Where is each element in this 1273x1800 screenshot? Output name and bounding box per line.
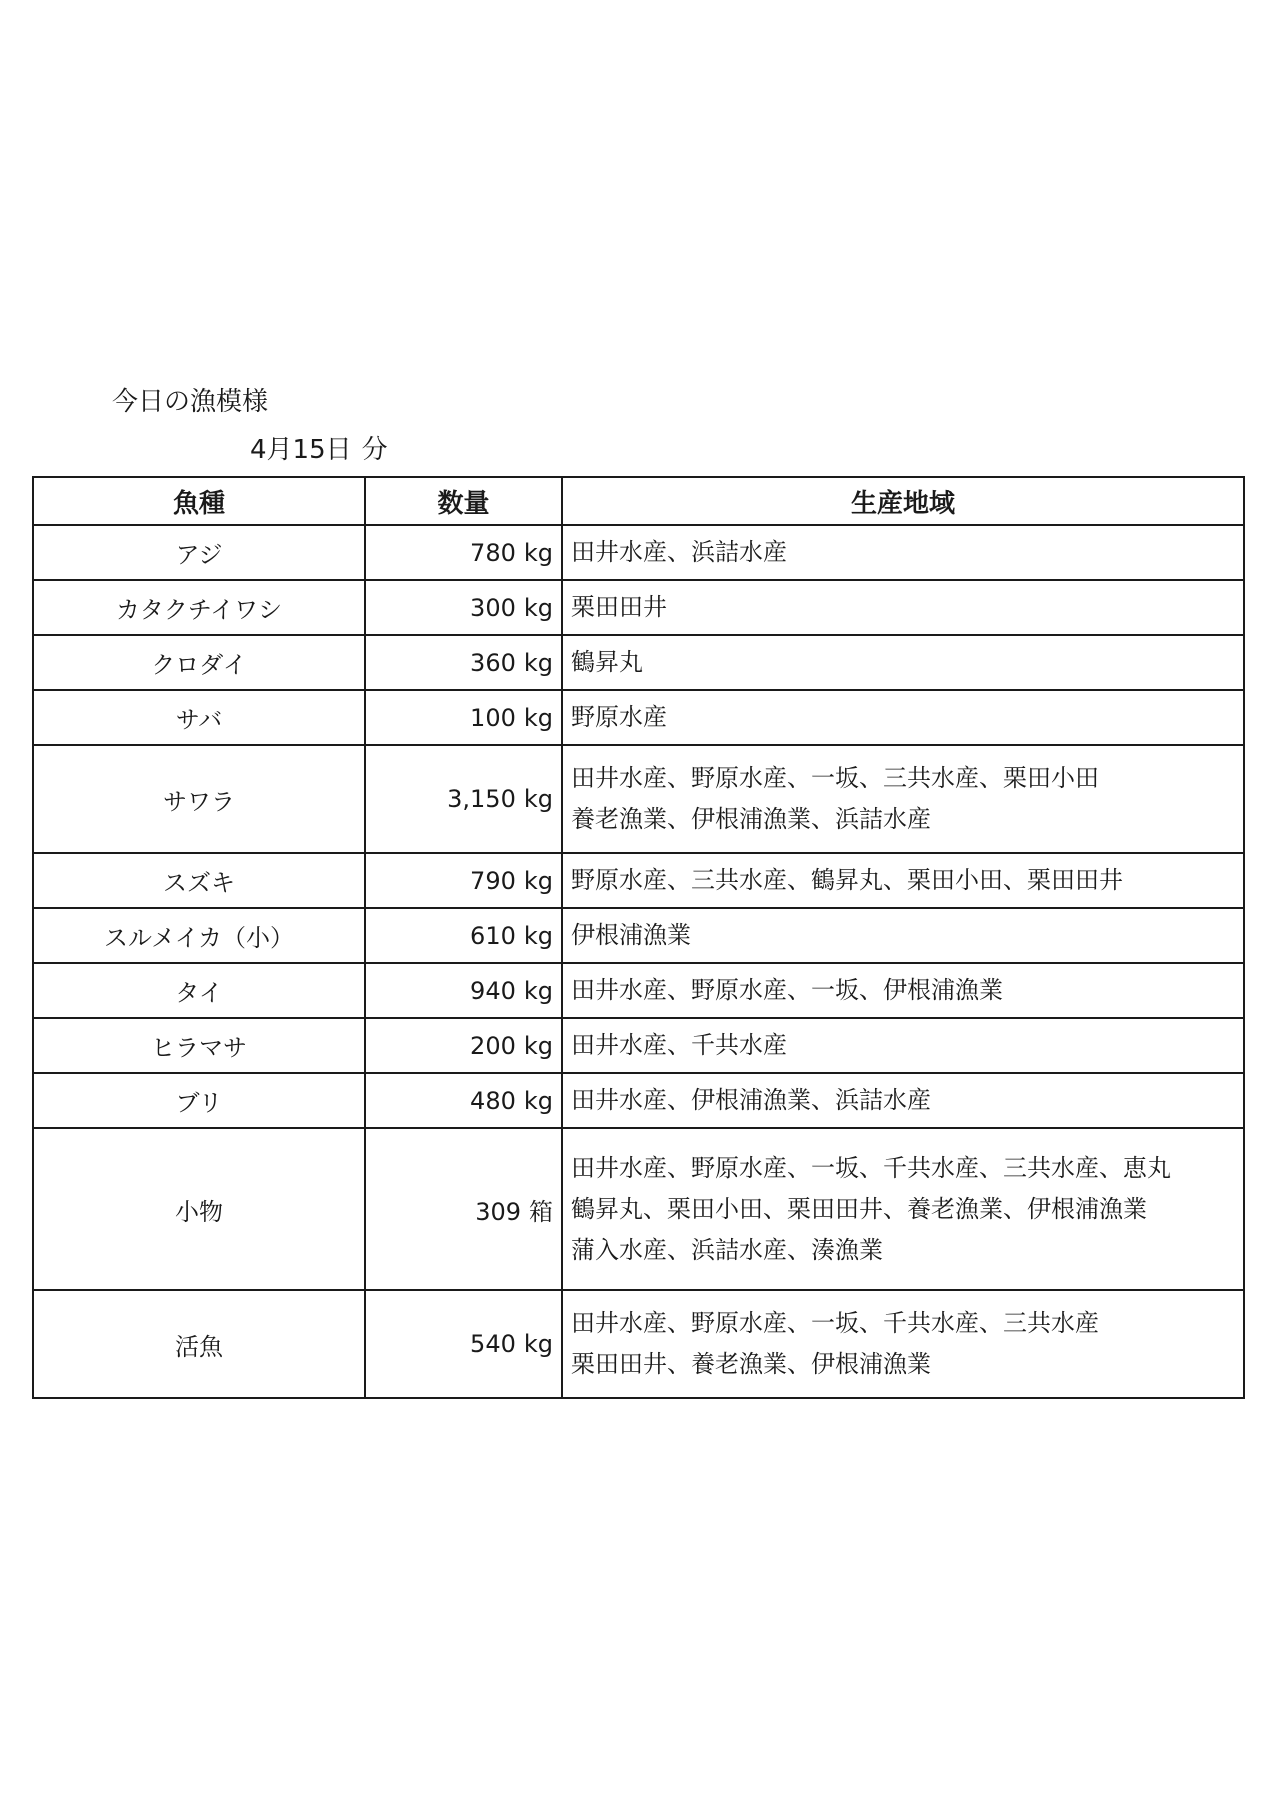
table-row	[33, 963, 1244, 1018]
table-row	[33, 1290, 1244, 1398]
production-area-line: 栗田田井	[571, 593, 667, 621]
quantity-unit: kg	[523, 976, 553, 1005]
quantity-cell	[365, 745, 562, 853]
production-area-line: 鶴昇丸、栗田小田、栗田田井、養老漁業、伊根浦漁業	[571, 1194, 1147, 1223]
fish-species-cell: サワラ	[33, 745, 365, 853]
quantity-unit: kg	[523, 1031, 553, 1060]
production-area-line: 田井水産、野原水産、一坂、伊根浦漁業	[571, 976, 1003, 1004]
fish-species-cell: カタクチイワシ	[33, 580, 365, 635]
table-row	[33, 908, 1244, 963]
quantity-cell	[365, 853, 562, 908]
table-body	[33, 525, 1244, 1398]
production-area-line: 栗田田井、養老漁業、伊根浦漁業	[571, 1350, 931, 1378]
quantity-unit: kg	[523, 866, 553, 895]
production-area-cell	[562, 690, 1244, 745]
production-area-cell	[562, 745, 1244, 853]
table-row	[33, 690, 1244, 745]
fish-species-cell: タイ	[33, 963, 365, 1018]
quantity-cell	[365, 525, 562, 580]
quantity-value: 3,150	[447, 785, 516, 813]
production-area-cell	[562, 1073, 1244, 1128]
fish-species-cell: ブリ	[33, 1073, 365, 1128]
document-title: 今日の漁模様	[112, 387, 269, 417]
production-area-line: 鶴昇丸	[571, 648, 643, 676]
fish-species-cell: 活魚	[33, 1290, 365, 1398]
production-area-line: 田井水産、野原水産、一坂、三共水産、栗田小田	[571, 764, 1099, 792]
quantity-value: 309	[475, 1197, 521, 1226]
document-date	[250, 433, 388, 467]
production-area-cell	[562, 1290, 1244, 1398]
fish-species-cell: サバ	[33, 690, 365, 745]
table-row	[33, 853, 1244, 908]
quantity-cell	[365, 690, 562, 745]
quantity-value: 200	[470, 1031, 516, 1060]
header-fish-species: 魚種	[33, 477, 365, 525]
quantity-cell	[365, 580, 562, 635]
quantity-unit: 箱	[529, 1197, 553, 1226]
quantity-value: 540	[470, 1330, 516, 1358]
quantity-value: 610	[470, 921, 516, 950]
fish-species-cell: クロダイ	[33, 635, 365, 690]
table-header-row	[33, 477, 1244, 525]
table-row	[33, 1128, 1244, 1290]
header-quantity: 数量	[365, 477, 562, 525]
quantity-unit: kg	[523, 921, 553, 950]
quantity-value: 790	[470, 866, 516, 895]
production-area-line: 伊根浦漁業	[571, 921, 691, 949]
quantity-unit: kg	[523, 1330, 553, 1358]
production-area-cell	[562, 580, 1244, 635]
date-suffix: 分	[361, 435, 388, 465]
production-area-line: 養老漁業、伊根浦漁業、浜詰水産	[571, 805, 931, 833]
production-area-cell	[562, 1128, 1244, 1290]
quantity-cell	[365, 908, 562, 963]
production-area-cell	[562, 635, 1244, 690]
table-row	[33, 525, 1244, 580]
production-area-line: 田井水産、千共水産	[571, 1031, 787, 1059]
production-area-line: 田井水産、野原水産、一坂、千共水産、三共水産	[571, 1309, 1099, 1337]
quantity-cell	[365, 1290, 562, 1398]
quantity-cell	[365, 963, 562, 1018]
quantity-unit: kg	[523, 538, 553, 567]
quantity-value: 940	[470, 976, 516, 1005]
quantity-cell	[365, 635, 562, 690]
quantity-value: 100	[470, 703, 516, 732]
quantity-unit: kg	[523, 703, 553, 732]
quantity-value: 480	[470, 1086, 516, 1115]
quantity-cell	[365, 1128, 562, 1290]
fish-species-cell: ヒラマサ	[33, 1018, 365, 1073]
quantity-value: 780	[470, 538, 516, 567]
table-row	[33, 1073, 1244, 1128]
table-row	[33, 745, 1244, 853]
quantity-value: 300	[470, 593, 516, 622]
quantity-cell	[365, 1018, 562, 1073]
quantity-unit: kg	[523, 785, 553, 813]
table-row	[33, 580, 1244, 635]
quantity-unit: kg	[523, 593, 553, 622]
production-area-line: 田井水産、伊根浦漁業、浜詰水産	[571, 1086, 931, 1114]
fish-species-cell: スルメイカ（小）	[33, 908, 365, 963]
quantity-value: 360	[470, 648, 516, 677]
production-area-line: 田井水産、野原水産、一坂、千共水産、三共水産、恵丸	[571, 1153, 1171, 1182]
production-area-cell	[562, 525, 1244, 580]
production-area-cell	[562, 1018, 1244, 1073]
production-area-cell	[562, 853, 1244, 908]
production-area-line: 蒲入水産、浜詰水産、湊漁業	[571, 1235, 883, 1264]
header-production-area: 生産地域	[562, 477, 1244, 525]
quantity-unit: kg	[523, 648, 553, 677]
production-area-line: 野原水産	[571, 703, 667, 731]
fish-species-cell: 小物	[33, 1128, 365, 1290]
production-area-cell	[562, 963, 1244, 1018]
quantity-cell	[365, 1073, 562, 1128]
production-area-line: 野原水産、三共水産、鶴昇丸、栗田小田、栗田田井	[571, 866, 1123, 894]
date-value: 4月15日	[250, 435, 352, 465]
catch-table	[32, 476, 1245, 1399]
production-area-cell	[562, 908, 1244, 963]
table-row	[33, 635, 1244, 690]
table-row	[33, 1018, 1244, 1073]
fish-species-cell: スズキ	[33, 853, 365, 908]
quantity-unit: kg	[523, 1086, 553, 1115]
production-area-line: 田井水産、浜詰水産	[571, 538, 787, 566]
fish-species-cell: アジ	[33, 525, 365, 580]
